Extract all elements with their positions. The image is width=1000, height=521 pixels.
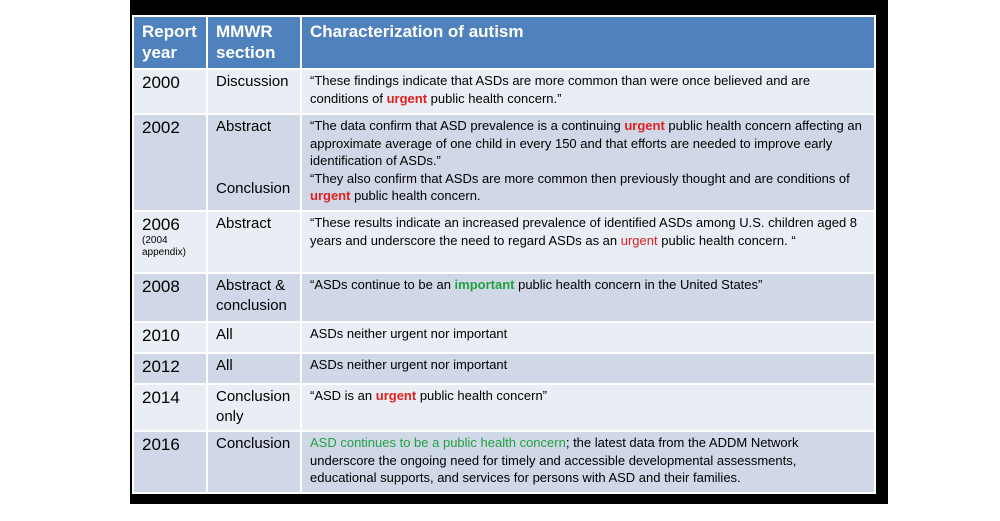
year-cell: 2000 — [133, 69, 207, 114]
characterization-cell: ASDs neither urgent nor important — [301, 353, 875, 384]
section-cell: Abstract — [207, 211, 301, 273]
quote-text: public health concern” — [416, 388, 548, 403]
table-row — [133, 273, 875, 322]
header-report-year: Report year — [133, 16, 207, 69]
urgent-highlight: urgent — [386, 90, 428, 106]
table-row — [133, 431, 875, 493]
section-cell: Conclusion — [207, 431, 301, 493]
year-cell — [133, 211, 207, 273]
year-cell: 2016 — [133, 431, 207, 493]
quote-text: public health concern. “ — [657, 232, 796, 248]
characterization-cell — [301, 211, 875, 273]
urgent-highlight: urgent — [624, 118, 665, 133]
year-note: (2004 appendix) — [142, 235, 186, 258]
quote-text: “ASD is an — [310, 388, 376, 403]
quote-text: “The data confirm that ASD prevalence is a continuing — [310, 118, 625, 133]
section-conclusion: Conclusion — [216, 180, 291, 197]
quote-text: ; the latest data from the ADDM Network underscore the ongoing need for timely and accessible developmental assessments, educational supports, and services for persons with ASD and their families. — [310, 435, 799, 485]
characterization-cell — [301, 69, 875, 114]
urgent-highlight: urgent — [375, 388, 417, 403]
section-cell: Abstract & conclusion — [207, 273, 301, 322]
header-mmwr-section: MMWR section — [207, 16, 301, 69]
section-cell: All — [207, 322, 301, 353]
characterization-cell — [301, 431, 875, 493]
quote-text: public health concern in the United States” — [514, 277, 763, 292]
characterization-cell — [301, 273, 875, 322]
year-cell: 2008 — [133, 273, 207, 322]
table-row — [133, 114, 875, 211]
urgent-highlight: urgent — [620, 232, 658, 248]
autism-characterization-table — [132, 15, 876, 494]
section-cell — [207, 114, 301, 211]
quote-text: “These findings indicate that ASDs are more common than were once believed and are conditions of — [310, 73, 811, 106]
quote-text: “They also confirm that ASDs are more common then previously thought and are conditions of — [310, 170, 850, 186]
public-health-highlight: ASD continues to be a public health concern — [310, 435, 566, 450]
section-cell: Conclusion only — [207, 384, 301, 431]
section-cell: Discussion — [207, 69, 301, 114]
quote-text: “These results indicate an increased prevalence of identified ASDs among U.S. children aged 8 years and underscore the need to regard ASDs as an — [310, 215, 858, 248]
year-cell: 2010 — [133, 322, 207, 353]
quote-text: public health concern affecting an approximate average of one child in every 150 and that efforts are needed to improve early identification of ASDs.” — [310, 118, 862, 168]
year-cell: 2014 — [133, 384, 207, 431]
quote-text: public health concern. — [350, 188, 481, 203]
characterization-cell: ASDs neither urgent nor important — [301, 322, 875, 353]
quote-text: “ASDs continue to be an — [310, 277, 455, 292]
section-cell: All — [207, 353, 301, 384]
important-highlight: important — [454, 277, 515, 292]
table-row — [133, 384, 875, 431]
header-characterization: Characterization of autism — [301, 16, 875, 69]
table-row — [133, 353, 875, 384]
year-value: 2006 — [142, 215, 180, 234]
table-row — [133, 211, 875, 273]
table-row — [133, 322, 875, 353]
table-row — [133, 69, 875, 114]
characterization-cell — [301, 384, 875, 431]
urgent-highlight: urgent — [310, 188, 351, 203]
quote-text: public health concern.” — [427, 90, 562, 106]
year-cell: 2002 — [133, 114, 207, 211]
section-abstract: Abstract — [216, 118, 272, 135]
characterization-cell — [301, 114, 875, 211]
year-cell: 2012 — [133, 353, 207, 384]
header-row — [133, 16, 875, 69]
